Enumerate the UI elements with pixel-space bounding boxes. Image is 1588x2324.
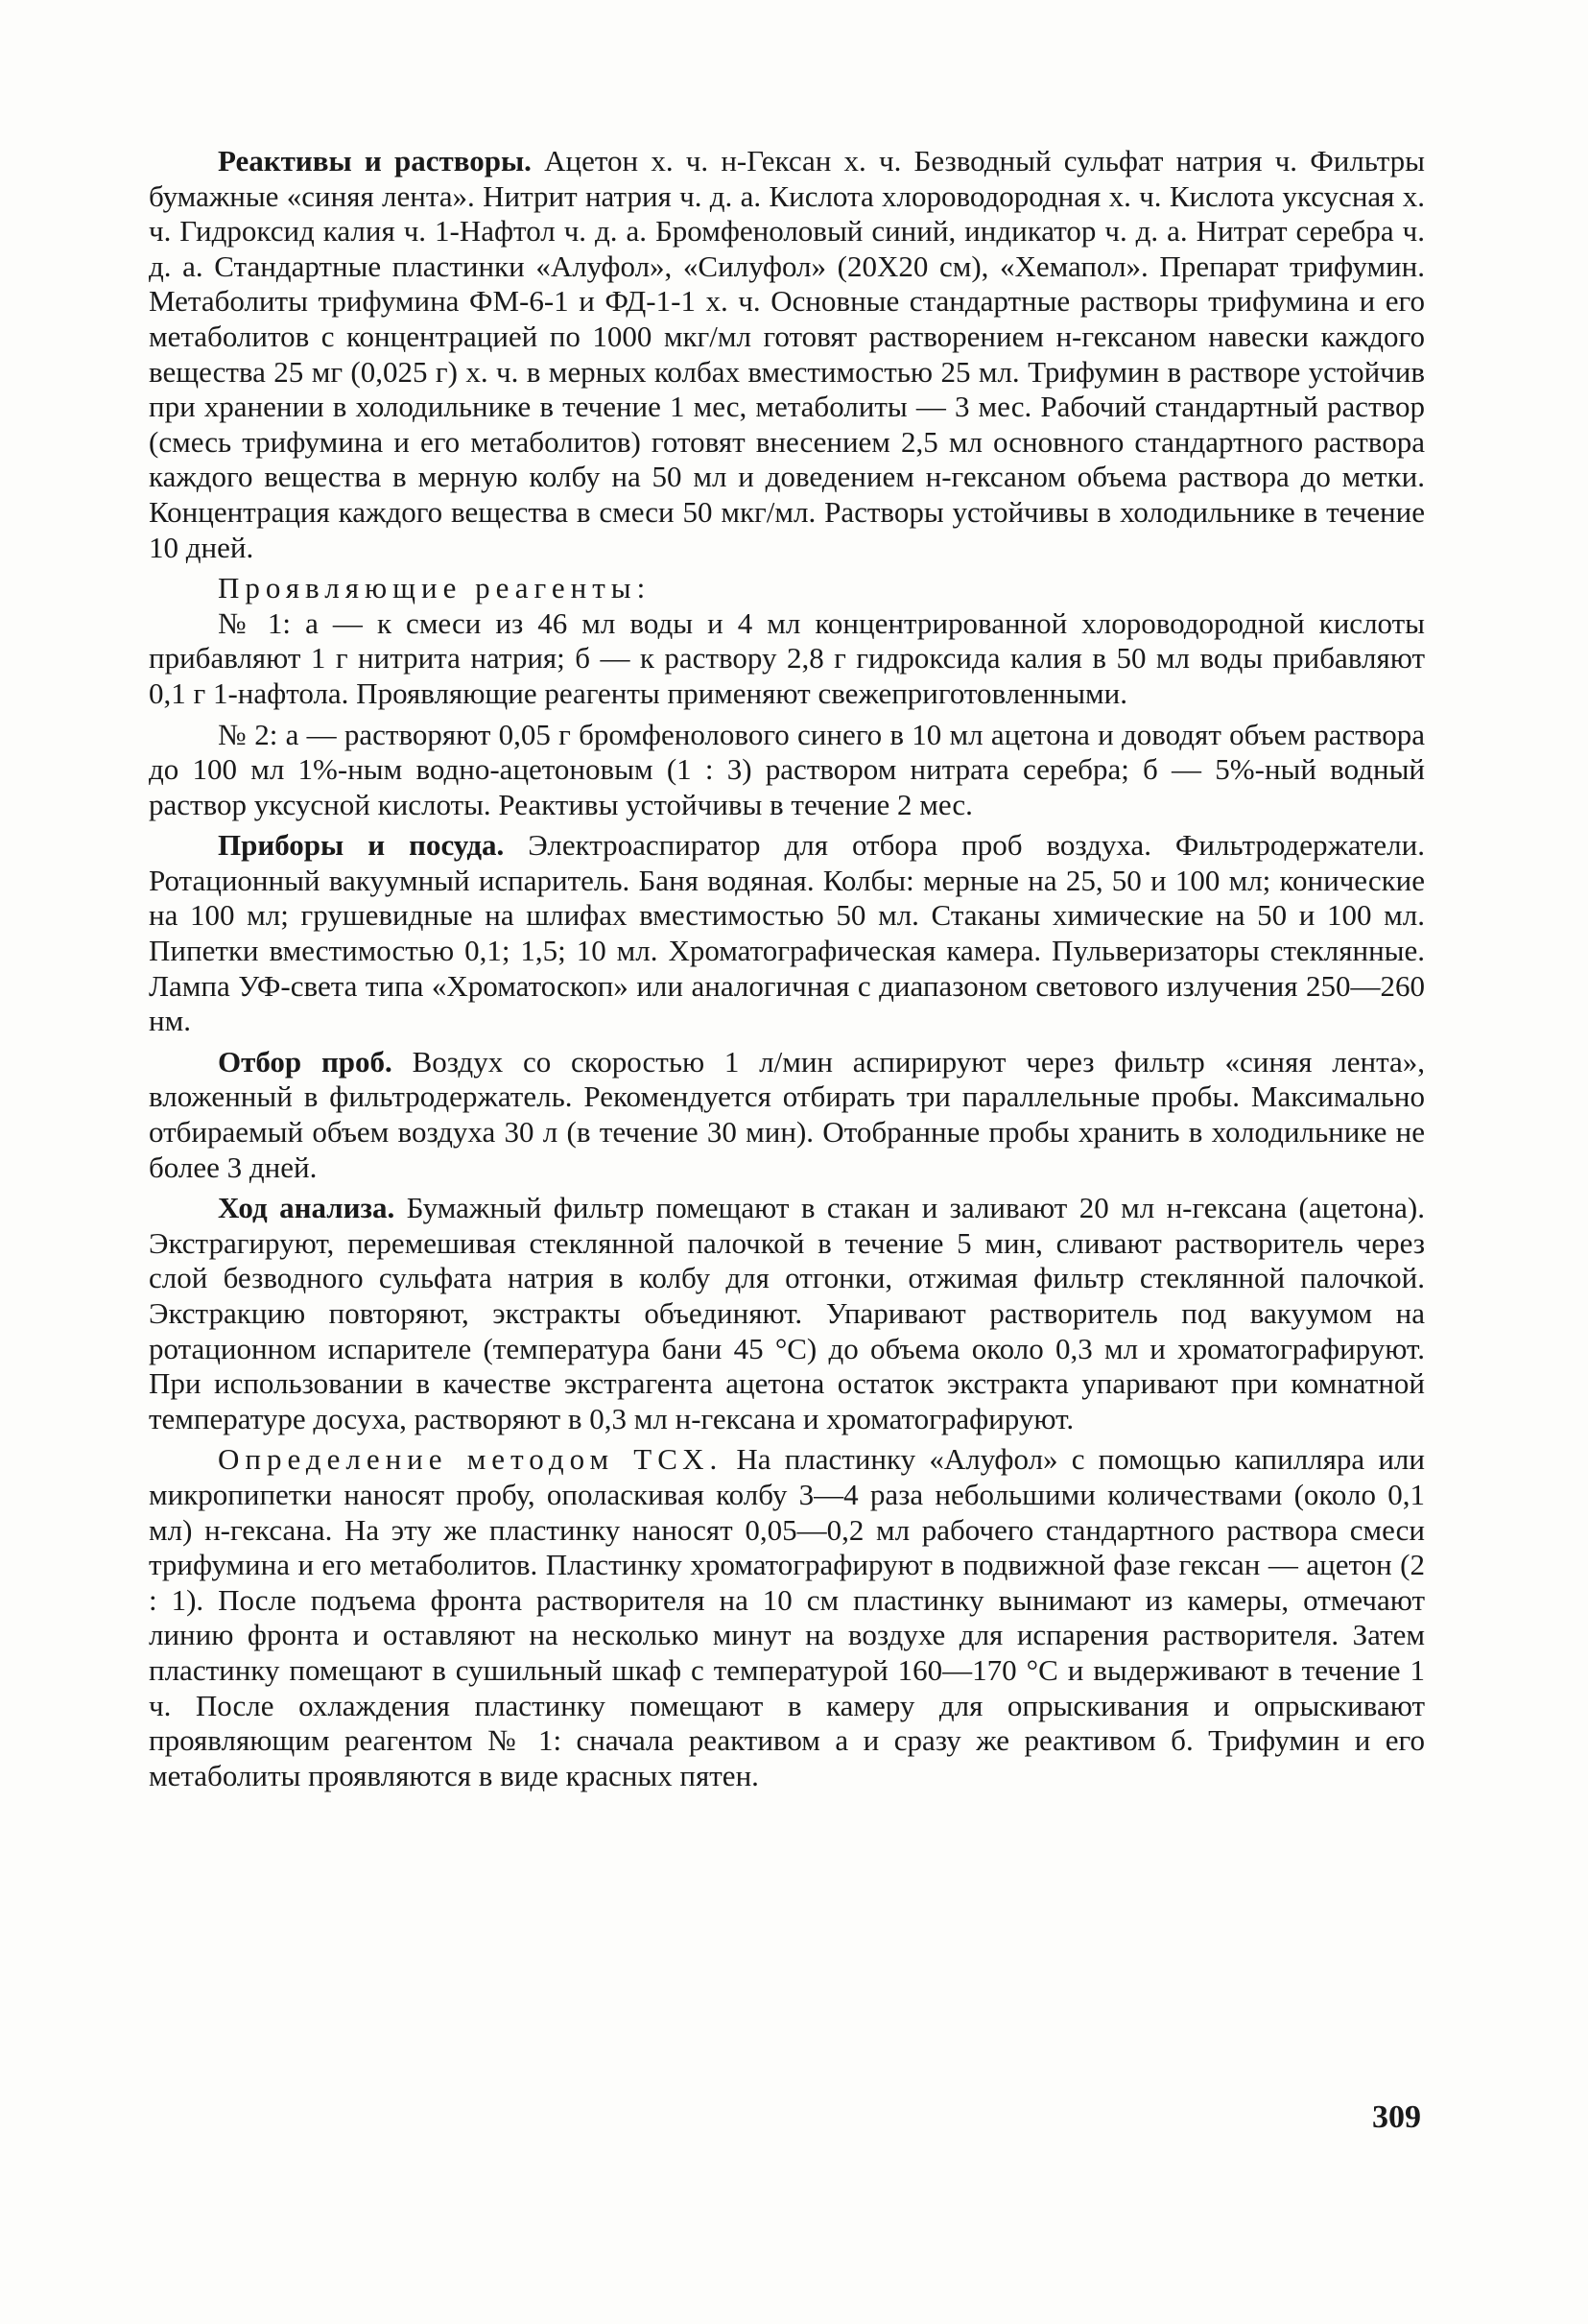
paragraph-developer-2 — [149, 718, 1425, 823]
text-equipment: Электроаспиратор для отбора проб воздуха. Фильтродержатели. Ротационный вакуумный испаритель. Баня водяная. Колбы: мерные на 25, 50 и 100 мл; конические на 100 мл; грушевидные на шлифах вместимостью 50 мл. Стаканы химические на 50 и 100 мл. Пипетки вместимостью 0,1; 1,5; 10 мл. Хроматографическая камера. Пульверизаторы стеклянные. Лампа УФ-света типа «Хроматоскоп» или аналогичная с диапазоном светового излучения 250—260 нм. — [149, 828, 1425, 1038]
paragraph-developers-heading — [149, 571, 1425, 606]
text-tlc: На пластинку «Алуфол» с помощью капилляра или микропипетки наносят пробу, ополаскивая колбу 3—4 раза небольшими количествами (около 0,1 мл) н-гексана. На эту же пластинку наносят 0,05—0,2 мл рабочего стандартного раствора смеси трифумина и его метаболитов. Пластинку хроматографируют в подвижной фазе гексан — ацетон (2 : 1). После подъема фронта растворителя на 10 см пластинку вынимают из камеры, отмечают линию фронта и оставляют на несколько минут на воздухе для испарения растворителя. Затем пластинку помещают в сушильный шкаф с температурой 160—170 °С и выдерживают в течение 1 ч. После охлаждения пластинку помещают в камеру для опрыскивания и опрыскивают проявляющим реагентом № 1: сначала реактивом а и сразу же реактивом б. Трифумин и его метаболиты проявляются в виде красных пятен. — [149, 1442, 1425, 1792]
page-body — [149, 144, 1425, 1799]
text-developer-2: № 2: а — растворяют 0,05 г бромфенолового синего в 10 мл ацетона и доводят объем раствора до 100 мл 1%-ным водно-ацетоновым (1 : 3) раствором нитрата серебра; б — 5%-ный водный раствор уксусной кислоты. Реактивы устойчивы в течение 2 мес. — [149, 717, 1425, 821]
page-number: 309 — [1372, 2099, 1421, 2135]
heading-tlc: Определение методом ТСХ. — [218, 1442, 723, 1477]
heading-developers: Проявляющие реагенты: — [218, 571, 652, 605]
text-reagents: Ацетон х. ч. н-Гексан х. ч. Безводный сульфат натрия ч. Фильтры бумажные «синяя лента». Нитрит натрия ч. д. а. Кислота хлороводородная х. ч. Кислота уксусная х. ч. Гидроксид калия ч. 1-Нафтол ч. д. а. Бромфеноловый синий, индикатор ч. д. а. Нитрат серебра ч. д. а. Стандартные пластинки «Алуфол», «Силуфол» (20Х20 см), «Хемапол». Препарат трифумин. Метаболиты трифумина ФМ-6-1 и ФД-1-1 х. ч. Основные стандартные растворы трифумина и его метаболитов с концентрацией по 1000 мкг/мл готовят растворением н-гексаном навески каждого вещества 25 мг (0,025 г) х. ч. в мерных колбах вместимостью 25 мл. Трифумин в растворе устойчив при хранении в холодильнике в течение 1 мес, метаболиты — 3 мес. Рабочий стандартный раствор (смесь трифумина и его метаболитов) готовят внесением 2,5 мл основного стандартного раствора каждого вещества в мерную колбу на 50 мл и доведением н-гексаном объема раствора до метки. Концентрация каждого вещества в смеси 50 мкг/мл. Растворы устойчивы в холодильнике в течение 10 дней. — [149, 144, 1426, 564]
heading-equipment: Приборы и посуда. — [218, 828, 505, 863]
paragraph-reagents — [149, 144, 1425, 565]
paragraph-analysis — [149, 1191, 1425, 1436]
text-analysis: Бумажный фильтр помещают в стакан и заливают 20 мл н-гексана (ацетона). Экстрагируют, перемешивая стеклянной палочкой в течение 5 мин, сливают растворитель через слой безводного сульфата натрия в колбу для отгонки, отжимая фильтр стеклянной палочкой. Экстракцию повторяют, экстракты объединяют. Упаривают растворитель под вакуумом на ротационном испарителе (температура бани 45 °С) до объема около 0,3 мл и хроматографируют. При использовании в качестве экстрагента ацетона остаток экстракта упаривают при комнатной температуре досуха, растворяют в 0,3 мл н-гексана и хроматографируют. — [149, 1191, 1425, 1435]
heading-sampling: Отбор проб. — [218, 1044, 392, 1079]
heading-analysis: Ход анализа. — [218, 1191, 395, 1225]
paragraph-equipment — [149, 828, 1425, 1039]
heading-reagents: Реактивы и растворы. — [218, 144, 532, 178]
paragraph-tlc — [149, 1442, 1425, 1793]
text-sampling: Воздух со скоростью 1 л/мин аспирируют через фильтр «синяя лента», вложенный в фильтродержатель. Рекомендуется отбирать три параллельные пробы. Максимально отбираемый объем воздуха 30 л (в течение 30 мин). Отобранные пробы хранить в холодильнике не более 3 дней. — [149, 1044, 1425, 1184]
text-developer-1: № 1: а — к смеси из 46 мл воды и 4 мл концентрированной хлороводородной кислоты прибавляют 1 г нитрита натрия; б — к раствору 2,8 г гидроксида калия в 50 мл воды прибавляют 0,1 г 1-нафтола. Проявляющие реагенты применяют свежеприготовленными. — [149, 605, 1425, 710]
paragraph-developer-1 — [149, 606, 1425, 712]
paragraph-sampling — [149, 1045, 1425, 1185]
